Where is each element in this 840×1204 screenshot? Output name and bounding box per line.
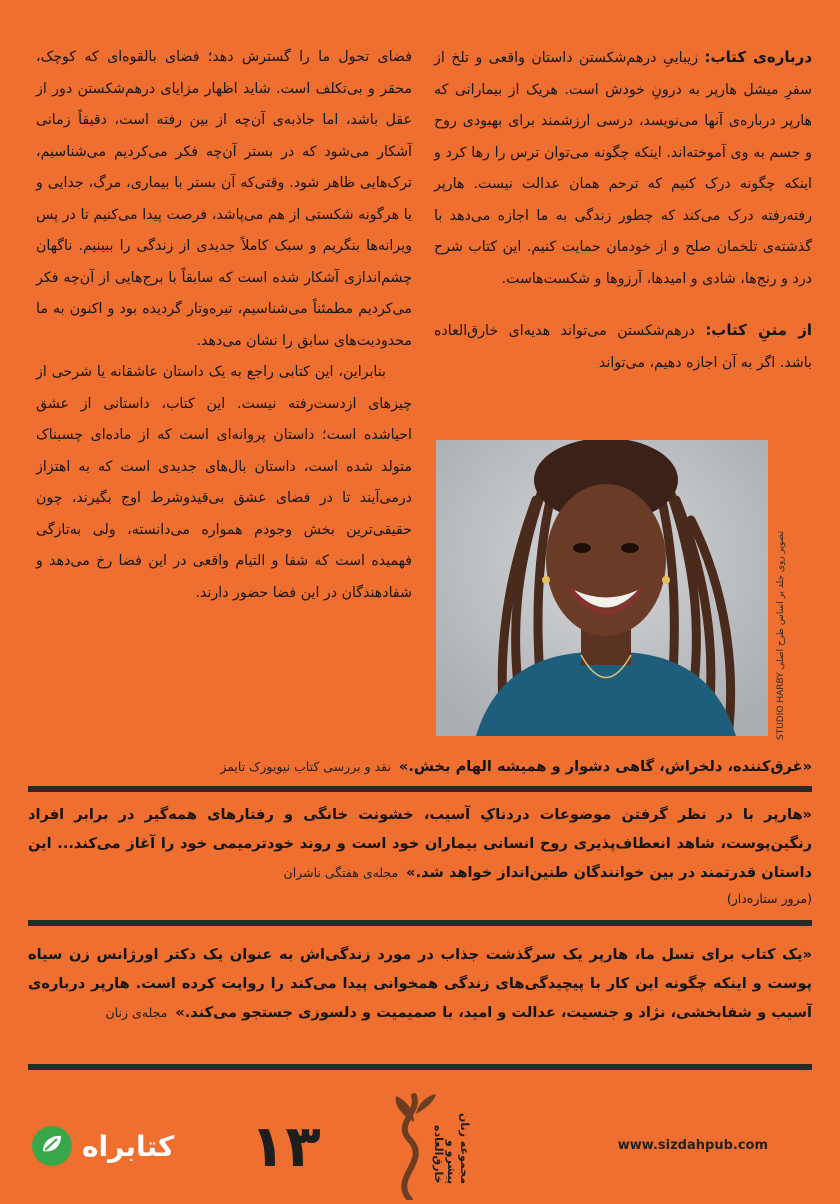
excerpt-text: درهم‌شکستن می‌تواند هدیه‌ای خارق‌العاده باشد. اگر به آن اجازه دهیم، می‌تواند <box>434 323 812 371</box>
divider <box>28 786 812 792</box>
quote-note: (مرور ستاره‌دار) <box>726 891 812 906</box>
publisher-13-logo: ۱۳ <box>250 1112 321 1180</box>
about-paragraph <box>434 42 812 295</box>
excerpt-paragraph <box>434 315 812 379</box>
author-photo <box>436 440 768 736</box>
about-column <box>434 42 812 379</box>
publisher-url[interactable]: www.sizdahpub.com <box>617 1138 768 1153</box>
ketabrah-logo <box>30 1124 174 1168</box>
quote-source: مجله‌ی زنان <box>105 1005 168 1020</box>
author-portrait-image <box>436 440 768 736</box>
review-quote-1 <box>28 752 812 781</box>
photo-credit: تصویر روی جلد بر اساس طرح اصلی STUDIO HARBY <box>776 531 786 740</box>
about-lead: درباره‌ی کتاب: <box>704 48 813 66</box>
excerpt-paragraph-1: فضای تحول ما را گسترش دهد؛ فضای بالقوه‌ای که کوچک، محقر و بی‌تکلف است. شاید اظهار مزایای درهم‌شکستن دور از عقل باشد، اما جاذبه‌ی آن‌چه از بین رفته است، دقیقاً زمانی آشکار می‌شود که در بستر آن‌چه فکر می‌کردیم می‌شناسیم، ترک‌هایی ظاهر شود. وقتی‌که آن بستر با بیماری، مرگ، جدایی و یا هرگونه شکستی از هم می‌پاشد، فرصت پیدا می‌کنیم تا در پس ویرانه‌ها بنگریم و سبک کاملاً جدیدی از زندگی را ببینیم. ناگهان چشم‌اندازی آشکار شده است که سابقاً با برج‌هایی از آن‌چه فکر می‌کردیم مطمئناً می‌شناسیم، تیره‌وتار گردیده بود و اکنون به ما محدودیت‌های سابق را نشان می‌دهد. <box>36 49 412 349</box>
about-text: زیباییِ درهم‌شکستن داستان واقعی و تلخ از سفرِ میشل هارپر به درونِ خودش است. هریک از بیمارانی که هارپر درباره‌ی آنها می‌نویسد، درسی ارزشمند برای بهبودی روح و جسم به وی آموخته‌اند. اینکه چگونه می‌توان ترس را رها کرد و اینکه چگونه درک کنیم که ترحم همان عدالت نیست. هارپر رفته‌رفته درک می‌کند که چطور زندگی به ما اجازه می‌دهد با گذشته‌ی تلخمان صلح و از خودمان حمایت کنیم. این کتاب شرح درد و رنج‌ها، شادی و امیدها، آرزوها و شکست‌هاست. <box>434 50 812 287</box>
footer <box>0 1080 840 1200</box>
excerpt-lead: از متنِ کتاب: <box>705 321 812 339</box>
review-quote-2 <box>28 800 812 911</box>
quote-text: «غرق‌کننده، دلخراش، گاهی دشوار و همیشه الهام بخش.» <box>398 758 812 775</box>
quote-text: «هارپر با در نظر گرفتن موضوعات دردناکِ آسیب، خشونت خانگی و رفتارهای همه‌گیر در برابر افراد رنگین‌پوست، شاهد انعطاف‌پذیری روح انسانی بیماران خود است و روند خودترمیمی خود را آغاز می‌کند... این داستان قدرتمند در بین خوانندگان طنین‌انداز خواهد شد.» <box>28 806 812 881</box>
quote-text: «یک کتاب برای نسل ما، هارپر یک سرگذشت جذاب در مورد زندگی‌اش به عنوان یک دکتر اورژانس زن سیاه پوست و اینکه چگونه این کار با پیچیدگی‌های زندگی همخوانی پیدا می‌کند را روایت کرده است. هارپر درباره‌ی آسیب و شفابخشی، نژاد و جنسیت، عدالت و امید، با صمیمیت و دلسوزی جستجو می‌کند.» <box>28 946 812 1021</box>
quote-source: نقد و بررسی کتاب نیویورک تایمز <box>220 759 391 774</box>
excerpt-paragraph-2: بنابراین، این کتابی راجع به یک داستان عاشقانه یا شرحی از چیزهای ازدست‌رفته نیست. این کتاب، داستانی از عشق احیاشده است؛ داستان پروانه‌ای است که از ماده‌ای چسبناک متولد شده است، داستان بال‌های جدیدی است که به اهتزاز درمی‌آیند تا در فضای عشق بی‌قیدوشرط اوج بگیرند، چون حقیقی‌ترین بخش وجودم همواره می‌دانسته، ولی به‌تازگی فهمیده است که شفا و التیام واقعی در این فضا رخ می‌دهد و شفادهندگان در این فضا حضور دارند. <box>36 364 412 601</box>
excerpt-continued-column <box>36 42 412 609</box>
quote-source: مجله‌ی هفتگی ناشران <box>283 865 399 880</box>
series-label: مجموعه زنان پیشرو و خارق‌العاده <box>432 1112 471 1184</box>
review-quote-3 <box>28 940 812 1027</box>
divider <box>28 920 812 926</box>
divider <box>28 1064 812 1070</box>
ketabrah-wordmark: کتابراه <box>82 1129 175 1163</box>
ketabrah-leaf-icon <box>30 1124 74 1168</box>
